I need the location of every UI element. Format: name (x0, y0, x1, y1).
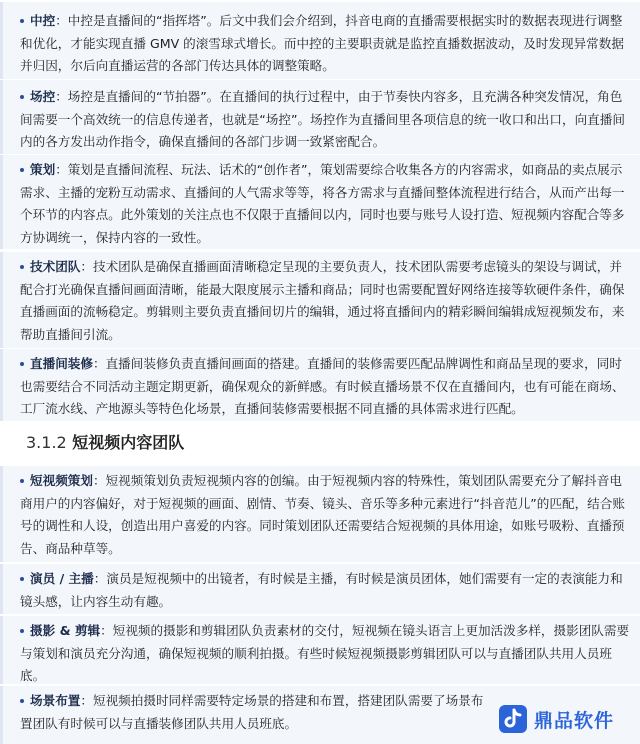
card-duanshipin-cehua (0, 466, 640, 562)
card-zhuangxiu (0, 349, 640, 421)
paragraph-text: ：技术团队是确保直播画面清晰稳定呈现的主要负责人，技术团队需要考虑镜头的架设与调试，并配合打光确保直播间画面清晰，能最大限度展示主播和商品；同时也需要配置好网络连接等软硬件条件，确保直播画面的流畅稳定。剪辑则主要负责直播间切片的编辑，通过将直播间内的精彩瞬间编辑成短视频发布，来帮助直播间引流。 (20, 259, 625, 342)
term: 场景布置 (30, 693, 81, 708)
card-sheying (0, 616, 640, 684)
paragraph (20, 470, 634, 560)
bullet-icon (20, 168, 24, 172)
term: 场控 (30, 89, 56, 104)
section-heading (26, 430, 184, 453)
section-title: 短视频内容团队 (72, 433, 185, 452)
paragraph (20, 568, 634, 613)
paragraph-text: ：场控是直播间的“节拍器”。在直播间的执行过程中，由于节奏快内容多，且充满各种突发情况，角色间需要一个高效统一的信息传递者，也就是“场控”。场控作为直播间里各项信息的统一收口和出口，向直播间内的各方发出动作指令，确保直播间的各部门步调一致紧密配合。 (20, 89, 625, 149)
card-jishu (0, 252, 640, 348)
paragraph (20, 159, 634, 249)
term: 中控 (30, 13, 56, 28)
section-number: 3.1.2 (26, 433, 67, 452)
term: 摄影 & 剪辑 (30, 623, 101, 638)
bullet-icon (20, 629, 24, 633)
bullet-icon (20, 265, 24, 269)
paragraph-text: ：策划是直播间流程、玩法、话术的“创作者”，策划需要综合收集各方的内容需求，如商品的卖点展示需求、主播的宠粉互动需求、直播间的人气需求等等，将各方需求与直播间整体流程进行结合，从而产出每一个环节的内容点。此外策划的关注点也不仅限于直播间以内，同时也要与账号人设打造、短视频内容配合等多方协调统一，保持内容的一致性。 (20, 162, 625, 245)
paragraph-text: ：短视频拍摄时同样需要特定场景的搭建和布置，搭建团队需要了场景布置团队有时候可以与直播装修团队共用人员班底。 (20, 693, 484, 731)
paragraph (20, 256, 634, 346)
watermark-text: 鼎品软件 (533, 709, 614, 732)
paragraph (20, 690, 490, 735)
paragraph (20, 10, 634, 78)
watermark (498, 704, 614, 734)
term: 策划 (30, 162, 56, 177)
card-cehua (0, 155, 640, 249)
paragraph-text: ：演员是短视频中的出镜者，有时候是主播，有时候是演员团体，她们需要有一定的表演能力和镜头感，让内容生动有趣。 (20, 571, 623, 609)
bullet-icon (20, 479, 24, 483)
paragraph-text: ：直播间装修负责直播间画面的搭建。直播间的装修需要匹配品牌调性和商品呈现的要求，同时也需要结合不同活动主题定期更新，确保观众的新鲜感。有时候直播场景不仅在直播间内，也有可能在商场、工厂流水线、产地源头等特色化场景，直播间装修需要根据不同直播的具体需求进行匹配。 (20, 356, 625, 416)
paragraph (20, 353, 634, 421)
bullet-icon (20, 577, 24, 581)
paragraph (20, 620, 634, 688)
tiktok-logo-icon (498, 704, 528, 734)
card-zhongkong (0, 2, 640, 79)
term: 直播间装修 (30, 356, 93, 371)
paragraph-text: ：短视频的摄影和剪辑团队负责素材的交付，短视频在镜头语言上更加活泼多样，摄影团队需要与策划和演员充分沟通，确保短视频的顺利拍摄。有些时候短视频摄影剪辑团队可以与直播团队共用人员班底。 (20, 623, 630, 683)
bullet-icon (20, 699, 24, 703)
bullet-icon (20, 19, 24, 23)
paragraph-text: ：短视频策划负责短视频内容的创编。由于短视频内容的特殊性，策划团队需要充分了解抖音电商用户的内容偏好，对于短视频的画面、剧情、节奏、镜头、音乐等多种元素进行“抖音范儿”的匹配，结合账号的调性和人设，创造出用户喜爱的内容。同时策划团队还需要结合短视频的具体用途，如账号吸粉、直播预告、商品种草等。 (20, 473, 625, 556)
paragraph-text: ：中控是直播间的“指挥塔”。后文中我们会介绍到，抖音电商的直播需要根据实时的数据表现进行调整和优化，才能实现直播 GMV 的滚雪球式增长。而中控的主要职责就是监控直播数据波动，及时发现异常数据并归因，尔后向直播运营的各部门传达具体的调整策略。 (20, 13, 624, 73)
paragraph (20, 86, 634, 154)
term: 短视频策划 (30, 473, 93, 488)
card-yanyuan (0, 564, 640, 614)
card-changkong (0, 80, 640, 154)
bullet-icon (20, 362, 24, 366)
term: 技术团队 (30, 259, 81, 274)
bullet-icon (20, 95, 24, 99)
term: 演员 / 主播 (30, 571, 94, 586)
